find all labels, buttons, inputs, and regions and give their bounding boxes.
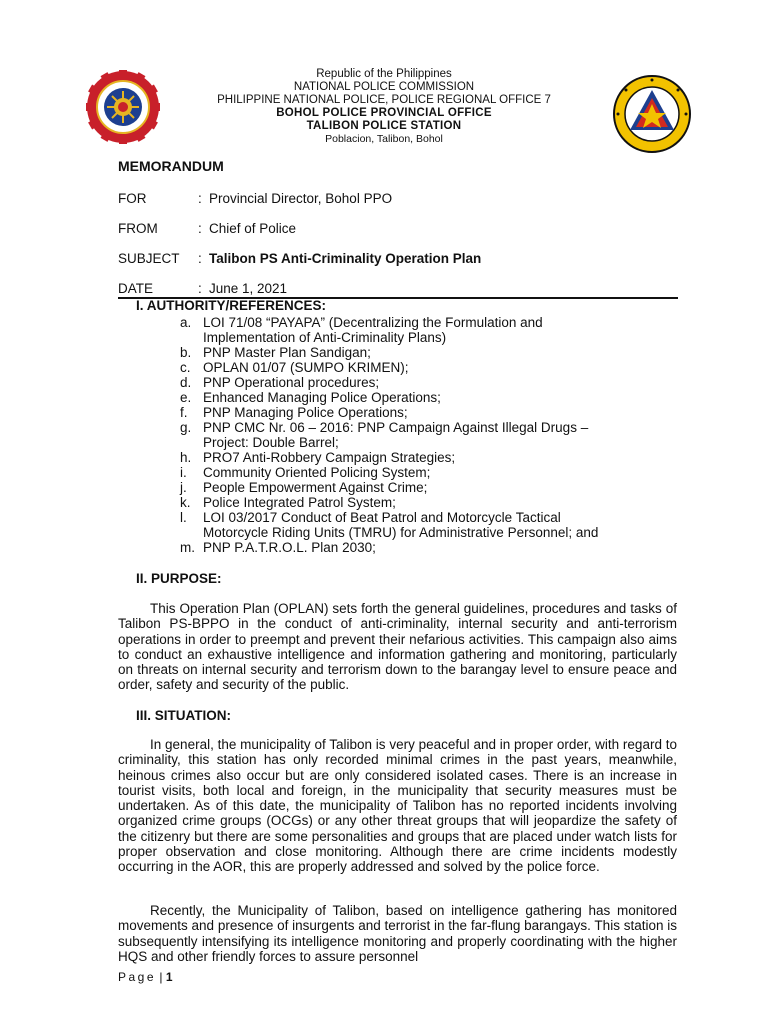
reference-letter: b. <box>180 345 192 360</box>
reference-text: PRO7 Anti-Robbery Campaign Strategies; <box>203 450 456 465</box>
date-value: June 1, 2021 <box>209 281 288 296</box>
reference-text: Community Oriented Policing System; <box>203 465 431 480</box>
page-footer <box>118 970 173 984</box>
memorandum-title: MEMORANDUM <box>118 158 224 174</box>
letterhead-pnp-pro7: PHILIPPINE NATIONAL POLICE, POLICE REGIONAL OFFICE 7 <box>217 94 551 106</box>
purpose-paragraph: This Operation Plan (OPLAN) sets forth the general guidelines, procedures and tasks of Talibon PS-BPPO in the conduct of anti-criminality, internal security and anti-terrorism operations in order to preempt and prevent their nefarious activities. This campaign also aims to conduct an exhaustive intelligence and information gathering and monitoring, particularly on threats on internal security and terrorism down to the barangay level to ensure peace and order, safety and security of the public. <box>118 601 677 693</box>
section-authority-heading: I. AUTHORITY/REFERENCES: <box>136 298 327 313</box>
reference-text: LOI 03/2017 Conduct of Beat Patrol and Motorcycle Tactical <box>203 510 561 525</box>
for-value: Provincial Director, Bohol PPO <box>209 191 393 206</box>
subject-colon: : <box>198 251 202 266</box>
reference-letter: m. <box>180 540 195 555</box>
reference-letter: c. <box>180 360 191 375</box>
from-colon: : <box>198 221 202 236</box>
letterhead-bohol-ppo: BOHOL POLICE PROVINCIAL OFFICE <box>276 107 492 119</box>
for-colon: : <box>198 191 202 206</box>
reference-text: LOI 71/08 “PAYAPA” (Decentralizing the Formulation and <box>203 315 543 330</box>
reference-text: PNP Managing Police Operations; <box>203 405 408 420</box>
subject-value: Talibon PS Anti-Criminality Operation Plan <box>209 251 482 266</box>
reference-letter: i. <box>180 465 187 480</box>
reference-text: OPLAN 01/07 (SUMPO KRIMEN); <box>203 360 409 375</box>
reference-letter: l. <box>180 510 187 525</box>
letterhead-talibon-station: TALIBON POLICE STATION <box>306 120 462 132</box>
date-colon: : <box>198 281 202 296</box>
reference-letter: d. <box>180 375 192 390</box>
situation-paragraph-1: In general, the municipality of Talibon is very peaceful and in proper order, with regard to criminality, this station has only recorded minimal crimes in the past years, meanwhile, heinous crimes also occur but are only considered isolated cases. There is an increase in tourist visits, both local and foreign, in the municipality that security measures must be undertaken. As of this date, the municipality of Talibon has no reported incidents involving organized crime groups (OCGs) or any other threat groups that will jeopardize the safety of the citizenry but there are some personalities and groups that are placed under watch lists for proper observation and close monitoring. Although there are crime incidents modestly occurring in the AOR, this are properly addressed and solved by the police force. <box>118 737 677 875</box>
reference-letter: h. <box>180 450 192 465</box>
reference-letter: k. <box>180 495 191 510</box>
page-number: 1 <box>165 970 173 984</box>
from-label: FROM <box>118 221 158 236</box>
reference-letter: g. <box>180 420 192 435</box>
reference-letter: a. <box>180 315 192 330</box>
reference-text: PNP Master Plan Sandigan; <box>203 345 371 360</box>
reference-text: Enhanced Managing Police Operations; <box>203 390 441 405</box>
reference-letter: f. <box>180 405 188 420</box>
situation-paragraph-2: Recently, the Municipality of Talibon, based on intelligence gathering has monitored movements and presence of insurgents and terrorist in the far-flung barangays. This station is subsequently intensifying its intelligence monitoring and properly coordinating with the higher HQS and other friendly forces to assure personnel <box>118 903 677 964</box>
letterhead-napolcom: NATIONAL POLICE COMMISSION <box>293 81 475 93</box>
reference-text: People Empowerment Against Crime; <box>203 480 428 495</box>
for-label: FOR <box>118 191 147 206</box>
reference-text: PNP CMC Nr. 06 – 2016: PNP Campaign Against Illegal Drugs – <box>203 420 589 435</box>
subject-label: SUBJECT <box>118 251 180 266</box>
section-situation-heading: III. SITUATION: <box>136 708 231 723</box>
reference-text: Implementation of Anti-Criminality Plans) <box>203 330 447 345</box>
letterhead-republic: Republic of the Philippines <box>316 68 452 80</box>
page-label: Page <box>118 970 157 984</box>
section-purpose-heading: II. PURPOSE: <box>136 571 222 586</box>
reference-text: PNP P.A.T.R.O.L. Plan 2030; <box>203 540 376 555</box>
date-label: DATE <box>118 281 154 296</box>
from-value: Chief of Police <box>209 221 297 236</box>
reference-letter: e. <box>180 390 192 405</box>
reference-text: PNP Operational procedures; <box>203 375 380 390</box>
reference-text: Project: Double Barrel; <box>203 435 339 450</box>
reference-letter: j. <box>180 480 187 495</box>
reference-text: Police Integrated Patrol System; <box>203 495 396 510</box>
letterhead-address: Poblacion, Talibon, Bohol <box>325 133 443 145</box>
reference-text: Motorcycle Riding Units (TMRU) for Administrative Personnel; and <box>203 525 599 540</box>
page-separator: | <box>159 970 163 984</box>
